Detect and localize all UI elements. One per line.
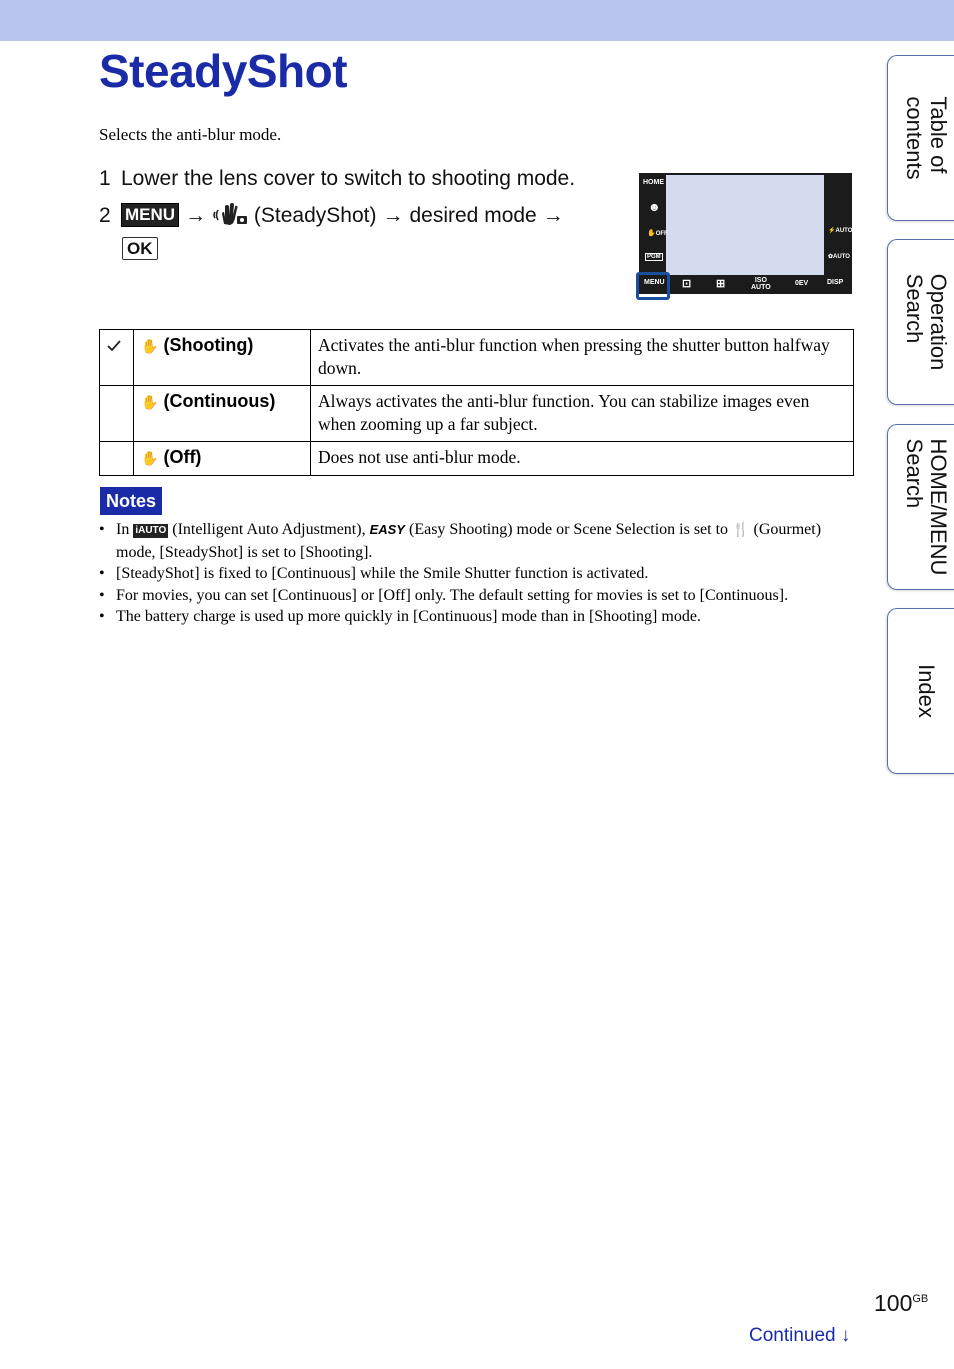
camera-lcd xyxy=(666,175,824,275)
cam-smile-icon: ☻ xyxy=(648,200,661,214)
tab-operation-search[interactable]: Operation Search xyxy=(887,239,954,405)
top-banner xyxy=(0,0,954,41)
cam-disp-label: DISP xyxy=(827,279,844,286)
list-item: • [SteadyShot] is fixed to [Continuous] while the Smile Shutter function is activated. xyxy=(99,563,859,585)
arrow-right-icon: → xyxy=(382,204,404,227)
cam-pgm-icon: PGM xyxy=(647,254,661,260)
steadyshot-hand-icon xyxy=(212,202,248,232)
mode-name-cell: ✋ (Off) xyxy=(134,442,311,476)
cam-menu-highlight xyxy=(636,272,670,300)
ok-button-icon: OK xyxy=(122,237,158,260)
step-2: 2 MENU → (SteadyShot) → desired mode → xyxy=(99,202,570,232)
tab-index[interactable]: Index xyxy=(887,608,954,774)
notes-list xyxy=(99,519,859,628)
list-item: • The battery charge is used up more quickly in [Continuous] mode than in [Shooting] mode. xyxy=(99,606,859,628)
mode-name-cell: ✋ (Shooting) xyxy=(134,330,311,386)
list-item: • For movies, you can set [Continuous] or [Off] only. The default setting for movies is set to [Continuous]. xyxy=(99,585,859,607)
table-row xyxy=(100,330,854,386)
page-title: SteadyShot xyxy=(99,45,348,97)
intro-text: Selects the anti-blur mode. xyxy=(99,125,282,144)
step-1: 1 Lower the lens cover to switch to shooting mode. xyxy=(99,167,576,190)
gourmet-icon: 🍴 xyxy=(732,522,750,538)
table-row xyxy=(100,442,854,476)
arrow-right-icon: → xyxy=(185,204,207,227)
mode-name-cell: ✋ (Continuous) xyxy=(134,386,311,442)
cam-home-label: HOME xyxy=(643,179,664,186)
list-item: • In iAUTO (Intelligent Auto Adjustment), EASY (Easy Shooting) mode or Scene Selection is set to 🍴 (Gourmet) mode, [SteadyShot] is set to [Shooting]. xyxy=(99,519,859,563)
default-check-icon xyxy=(100,330,134,386)
cam-flash-auto-icon: ⚡AUTO xyxy=(828,228,853,234)
modes-table xyxy=(99,329,854,476)
tab-home-menu-search[interactable]: HOME/MENU Search xyxy=(887,424,954,590)
cam-ev-label: 0EV xyxy=(795,280,809,287)
steadyshot-off-icon: ✋ xyxy=(141,450,159,466)
cam-macro-auto-icon: ✿AUTO xyxy=(828,254,850,260)
cam-iso-label: ISO AUTO xyxy=(751,277,771,291)
mode-desc-cell: Always activates the anti-blur function. You can stabilize images even when zooming up a far subject. xyxy=(311,386,854,442)
mode-desc-cell: Does not use anti-blur mode. xyxy=(311,442,854,476)
arrow-right-icon: → xyxy=(542,204,564,227)
cam-menu-label: MENU xyxy=(644,279,665,286)
cam-focus-icon: ⊡ xyxy=(682,278,692,290)
page-number: $100^{GB}$ xyxy=(874,1290,929,1316)
table-row xyxy=(100,386,854,442)
tab-table-of-contents[interactable]: Table of contents xyxy=(887,55,954,221)
step-2-ok xyxy=(122,236,158,260)
intelligent-auto-icon: iAUTO xyxy=(135,525,167,536)
notes-label: Notes xyxy=(100,487,162,515)
easy-shooting-icon: EASY xyxy=(369,522,405,537)
steadyshot-continuous-icon: ✋ xyxy=(141,394,159,410)
cam-metering-icon: ⊞ xyxy=(716,278,726,290)
cam-steadyshot-off-icon: ✋OFF xyxy=(647,230,668,237)
menu-button-icon: MENU xyxy=(121,203,179,227)
steadyshot-shooting-icon: ✋ xyxy=(141,338,159,354)
mode-desc-cell: Activates the anti-blur function when pressing the shutter button halfway down. xyxy=(311,330,854,386)
camera-screen-illustration xyxy=(639,173,852,294)
continued-link[interactable]: Continued ↓ xyxy=(749,1325,851,1346)
arrow-down-icon: ↓ xyxy=(840,1325,851,1346)
